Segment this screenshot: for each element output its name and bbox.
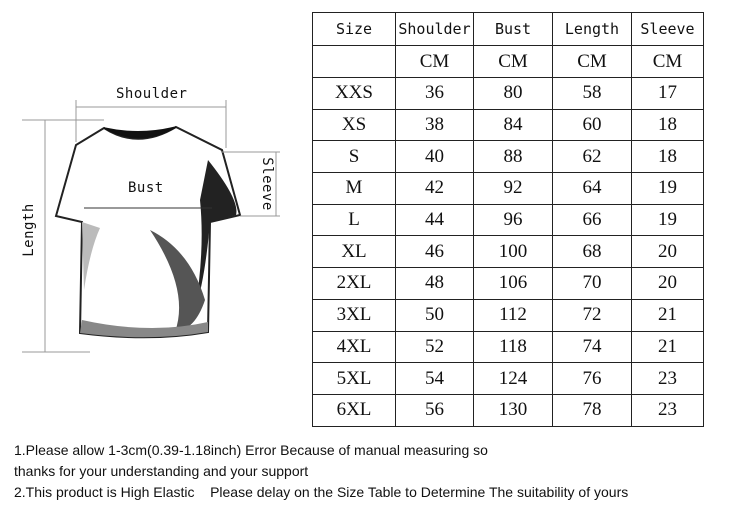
table-row xyxy=(313,78,704,110)
measurement-cell: 92 xyxy=(474,173,553,205)
measurement-cell: 74 xyxy=(553,331,632,363)
header-sleeve: Sleeve xyxy=(632,13,704,46)
measurement-cell: 20 xyxy=(632,236,704,268)
size-cell: L xyxy=(313,204,396,236)
measurement-cell: 80 xyxy=(474,78,553,110)
measurement-cell: 36 xyxy=(396,78,474,110)
bust-label: Bust xyxy=(128,180,164,196)
header-length: Length xyxy=(553,13,632,46)
measurement-cell: 20 xyxy=(632,268,704,300)
size-cell: 2XL xyxy=(313,268,396,300)
unit-cell: CM xyxy=(553,46,632,78)
size-cell: 6XL xyxy=(313,394,396,426)
measurement-cell: 23 xyxy=(632,394,704,426)
header-bust: Bust xyxy=(474,13,553,46)
table-row xyxy=(313,141,704,173)
unit-cell xyxy=(313,46,396,78)
measurement-cell: 21 xyxy=(632,299,704,331)
measurement-cell: 44 xyxy=(396,204,474,236)
measurement-cell: 50 xyxy=(396,299,474,331)
measurement-cell: 100 xyxy=(474,236,553,268)
note-line: thanks for your understanding and your support xyxy=(14,463,309,479)
measurement-cell: 52 xyxy=(396,331,474,363)
measurement-cell: 18 xyxy=(632,109,704,141)
measurement-cell: 66 xyxy=(553,204,632,236)
measurement-cell: 48 xyxy=(396,268,474,300)
unit-cell: CM xyxy=(396,46,474,78)
notes-section xyxy=(14,440,729,503)
size-cell: XL xyxy=(313,236,396,268)
table-header-row xyxy=(313,13,704,46)
unit-cell: CM xyxy=(474,46,553,78)
table-row xyxy=(313,363,704,395)
header-size: Size xyxy=(313,13,396,46)
measurement-cell: 130 xyxy=(474,394,553,426)
unit-cell: CM xyxy=(632,46,704,78)
sleeve-label: Sleeve xyxy=(258,157,275,211)
measurement-cell: 72 xyxy=(553,299,632,331)
measurement-cell: 19 xyxy=(632,204,704,236)
measurement-cell: 96 xyxy=(474,204,553,236)
size-cell: XS xyxy=(313,109,396,141)
table-row xyxy=(313,394,704,426)
length-label: Length xyxy=(20,203,37,257)
size-chart-table xyxy=(312,12,704,427)
measurement-cell: 112 xyxy=(474,299,553,331)
measurement-cell: 124 xyxy=(474,363,553,395)
note-line: 1.Please allow 1-3cm(0.39-1.18inch) Error Because of manual measuring so xyxy=(14,442,488,458)
measurement-cell: 64 xyxy=(553,173,632,205)
measurement-cell: 70 xyxy=(553,268,632,300)
measurement-cell: 38 xyxy=(396,109,474,141)
note-line: 2.This product is High Elastic Please delay on the Size Table to Determine The suitability of yours xyxy=(14,484,629,500)
table-row xyxy=(313,268,704,300)
measurement-cell: 23 xyxy=(632,363,704,395)
measurement-cell: 106 xyxy=(474,268,553,300)
table-row xyxy=(313,109,704,141)
table-row xyxy=(313,173,704,205)
table-row xyxy=(313,236,704,268)
measurement-cell: 84 xyxy=(474,109,553,141)
size-cell: M xyxy=(313,173,396,205)
measurement-cell: 76 xyxy=(553,363,632,395)
header-shoulder: Shoulder xyxy=(396,13,474,46)
table-row xyxy=(313,204,704,236)
measurement-cell: 78 xyxy=(553,394,632,426)
unit-row xyxy=(313,46,704,78)
table-row xyxy=(313,331,704,363)
table-row xyxy=(313,299,704,331)
measurement-cell: 21 xyxy=(632,331,704,363)
tshirt-measurement-diagram xyxy=(0,0,300,380)
measurement-cell: 60 xyxy=(553,109,632,141)
size-cell: XXS xyxy=(313,78,396,110)
measurement-cell: 40 xyxy=(396,141,474,173)
measurement-cell: 58 xyxy=(553,78,632,110)
size-cell: 4XL xyxy=(313,331,396,363)
measurement-cell: 19 xyxy=(632,173,704,205)
measurement-cell: 88 xyxy=(474,141,553,173)
measurement-cell: 56 xyxy=(396,394,474,426)
measurement-cell: 46 xyxy=(396,236,474,268)
measurement-cell: 18 xyxy=(632,141,704,173)
measurement-cell: 54 xyxy=(396,363,474,395)
size-cell: S xyxy=(313,141,396,173)
size-cell: 5XL xyxy=(313,363,396,395)
measurement-cell: 118 xyxy=(474,331,553,363)
shoulder-label: Shoulder xyxy=(116,86,188,102)
measurement-cell: 62 xyxy=(553,141,632,173)
measurement-cell: 42 xyxy=(396,173,474,205)
measurement-cell: 68 xyxy=(553,236,632,268)
size-cell: 3XL xyxy=(313,299,396,331)
measurement-cell: 17 xyxy=(632,78,704,110)
